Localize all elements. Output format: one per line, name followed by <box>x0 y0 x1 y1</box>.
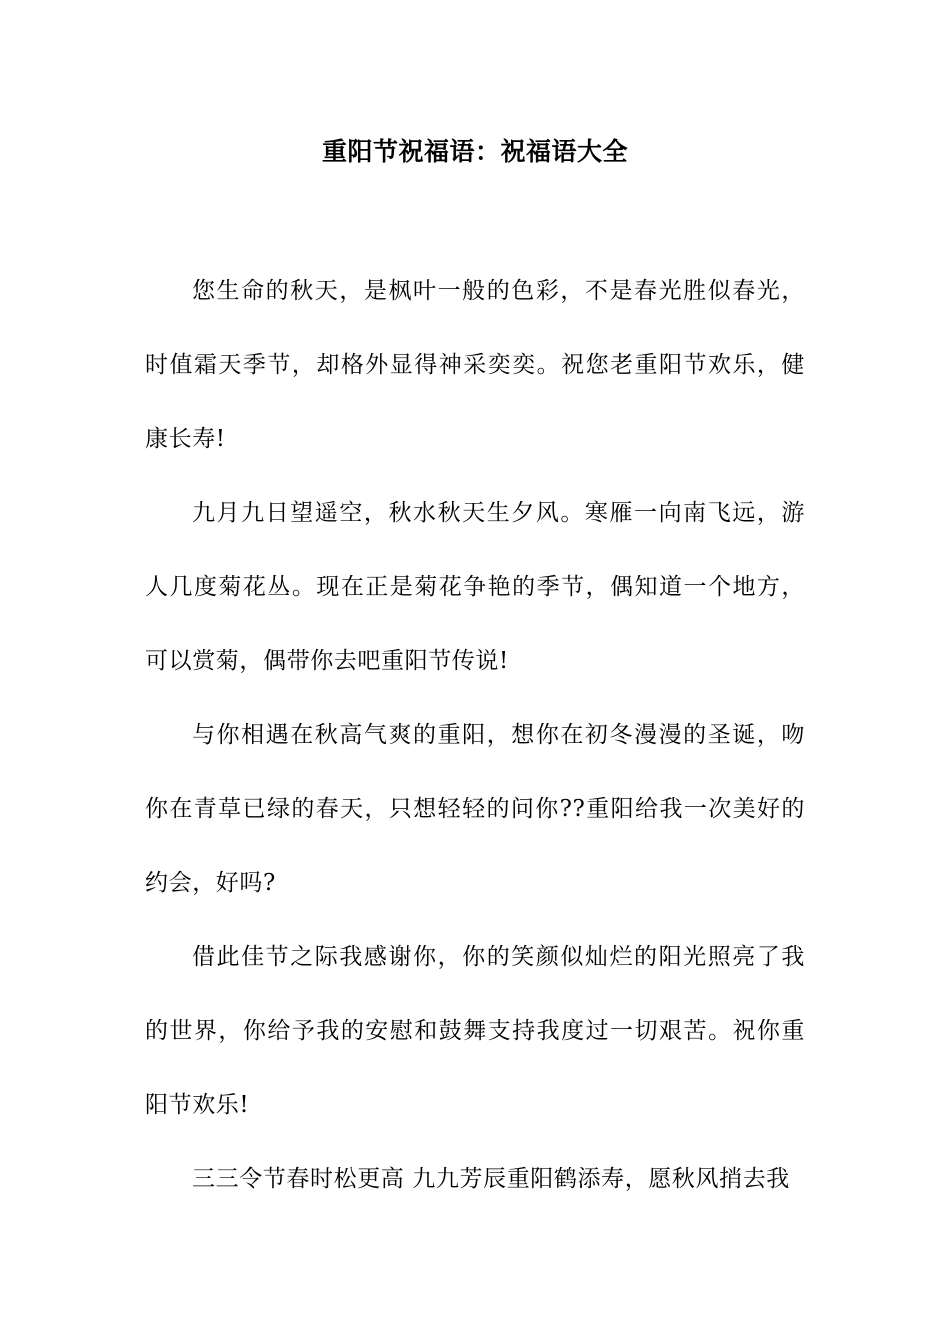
paragraph-3: 与你相遇在秋高气爽的重阳，想你在初冬漫漫的圣诞，吻你在青草已绿的春天，只想轻轻的问你??重阳给我一次美好的约会，好吗? <box>145 722 805 896</box>
paragraph-2: 九月九日望遥空，秋水秋天生夕风。寒雁一向南飞远，游人几度菊花丛。现在正是菊花争艳的季节，偶知道一个地方，可以赏菊，偶带你去吧重阳节传说! <box>145 500 805 674</box>
paragraph-5: 三三令节春时松更高 九九芳辰重阳鹤添寿，愿秋风捎去我 <box>192 1166 790 1192</box>
paragraph-4: 借此佳节之际我感谢你，你的笑颜似灿烂的阳光照亮了我的世界，你给予我的安慰和鼓舞支持我度过一切艰苦。祝你重阳节欢乐! <box>145 944 805 1118</box>
document-title: 重阳节祝福语：祝福语大全 <box>321 137 628 166</box>
paragraph-1: 您生命的秋天，是枫叶一般的色彩，不是春光胜似春光，时值霜天季节，却格外显得神采奕奕。祝您老重阳节欢乐，健康长寿! <box>145 278 805 452</box>
document-body <box>145 254 805 1216</box>
